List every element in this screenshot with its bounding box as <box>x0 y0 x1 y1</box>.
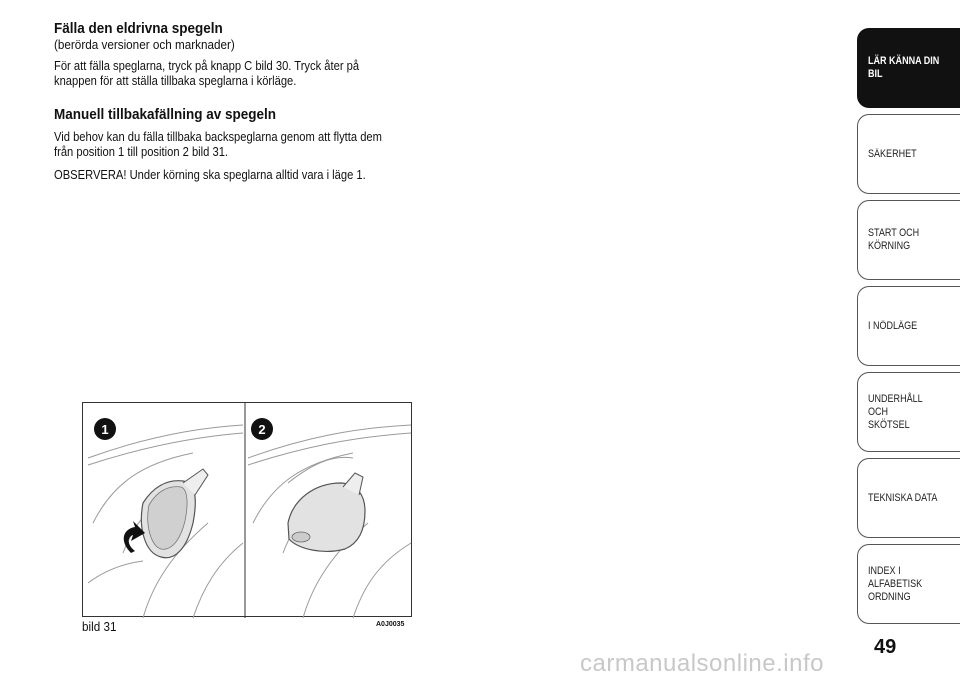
tab-label: TEKNISKA DATA <box>868 491 938 504</box>
tab-label: UNDERHÅLL OCH SKÖTSEL <box>868 392 923 431</box>
mirror-figure <box>82 402 412 617</box>
section-title-manual: Manuell tillbakafällning av spegeln <box>54 106 277 123</box>
section-subtitle: (berörda versioner och marknader) <box>54 37 235 52</box>
paragraph-line: från position 1 till position 2 bild 31. <box>54 144 229 159</box>
tab-label: LÄR KÄNNA DIN BIL <box>868 55 940 80</box>
tab-sakerhet[interactable] <box>857 114 960 194</box>
paragraph-line: För att fälla speglarna, tryck på knapp C bild 30. Tryck åter på <box>54 58 360 73</box>
tab-tekniska-data[interactable] <box>857 458 960 538</box>
figure-caption: bild 31 <box>82 619 117 634</box>
chapter-tabs <box>857 28 960 630</box>
position-marker-1: 1 <box>101 422 109 437</box>
watermark: carmanualsonline.info <box>580 650 824 677</box>
figure-code: A0J0035 <box>376 621 405 628</box>
section-title-fold: Fälla den eldrivna spegeln <box>54 20 223 37</box>
tab-index[interactable] <box>857 544 960 624</box>
mirror-illustration <box>83 403 413 618</box>
paragraph-fold <box>54 58 432 88</box>
tab-label: I NÖDLÄGE <box>868 319 918 332</box>
tab-underhall-och-skotsel[interactable] <box>857 372 960 452</box>
tab-label: START OCH KÖRNING <box>868 227 920 252</box>
tab-i-nodlage[interactable] <box>857 286 960 366</box>
tab-start-och-korning[interactable] <box>857 200 960 280</box>
paragraph-line: Vid behov kan du fälla tillbaka backspeglarna genom att flytta dem <box>54 129 382 144</box>
tab-label: INDEX I ALFABETISK ORDNING <box>868 564 923 603</box>
position-marker-2: 2 <box>258 422 266 437</box>
paragraph-manual <box>54 129 432 159</box>
page-number: 49 <box>874 636 897 658</box>
paragraph-line: knappen för att ställa tillbaka speglarna i körläge. <box>54 73 297 88</box>
paragraph-note: OBSERVERA! Under körning ska speglarna alltid vara i läge 1. <box>54 167 366 182</box>
tab-lar-kanna-din-bil[interactable] <box>857 28 960 108</box>
tab-label: SÄKERHET <box>868 147 917 160</box>
main-content <box>54 20 434 190</box>
